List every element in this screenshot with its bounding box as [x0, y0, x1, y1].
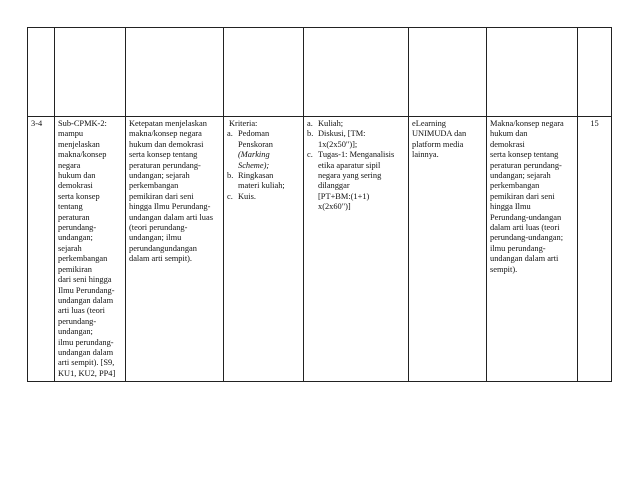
indikator-line: undangan dalam arti luas: [129, 212, 213, 222]
bentuk-item-line: [307, 171, 405, 181]
indikator-line: undangan; sejarah: [129, 171, 190, 181]
subcpmk-line: serta konsep: [58, 191, 100, 201]
bentuk-item-line: [307, 140, 405, 150]
subcpmk-line: undangan;: [58, 327, 93, 337]
subcpmk-line: negara: [58, 160, 81, 170]
week-cell: 3-4: [28, 117, 55, 382]
empty-cell: [126, 28, 224, 117]
kriteria-item-text: Ringkasan: [238, 171, 274, 181]
rps-table: [27, 27, 612, 382]
kriteria-item-line: [227, 192, 300, 202]
subcpmk-line: sejarah: [58, 243, 82, 253]
subcpmk-line: perkembangan: [58, 254, 108, 264]
subcpmk-line: makna/konsep: [58, 150, 107, 160]
empty-cell: [224, 28, 304, 117]
bentuk-item-text: Tugas-1: Menganalisis: [318, 150, 395, 160]
bentuk-item-line: [307, 150, 405, 160]
media-line: eLearning: [412, 119, 446, 128]
indikator-line: hukum dan demokrasi: [129, 139, 204, 149]
materi-line: hingga Ilmu: [490, 202, 531, 212]
materi-line: dalam arti luas (teori: [490, 223, 560, 233]
materi-line: undangan; sejarah: [490, 171, 551, 181]
kriteria-item-line: [227, 181, 300, 191]
table-row: [28, 117, 612, 382]
subcpmk-line: perundang-: [58, 223, 97, 233]
bentuk-item-text: x(2x60")]: [318, 202, 351, 212]
bentuk-item-text: etika aparatur sipil: [318, 160, 381, 170]
materi-line: sempit).: [490, 264, 518, 274]
bentuk-item-text: Diskusi, [TM:: [318, 129, 366, 139]
media-cell: [409, 117, 487, 382]
indikator-line: perkembangan: [129, 181, 179, 191]
indikator-line: makna/konsep negara: [129, 129, 202, 139]
subcpmk-line: dari seni hingga: [58, 275, 112, 285]
kriteria-item-text: Scheme);: [238, 160, 270, 170]
subcpmk-line: peraturan: [58, 212, 90, 222]
indikator-line: dalam arti sempit).: [129, 254, 193, 264]
empty-cell: [487, 28, 578, 117]
materi-line: hukum dan: [490, 129, 528, 139]
subcpmk-line: ilmu perundang-: [58, 337, 114, 347]
bentuk-item-text: [PT+BM:(1+1): [318, 191, 370, 201]
subcpmk-line: Ilmu Perundang-: [58, 285, 115, 295]
kriteria-heading: Kriteria:: [229, 119, 258, 128]
subcpmk-line: pemikiran: [58, 264, 92, 274]
empty-cell: [55, 28, 126, 117]
materi-line: demokrasi: [490, 139, 525, 149]
materi-line: ilmu perundang-: [490, 243, 546, 253]
kriteria-item-text: Penskoran: [238, 139, 273, 149]
indikator-line: perundangundangan: [129, 243, 197, 253]
materi-line: perkembangan: [490, 181, 540, 191]
indikator-line: serta konsep tentang: [129, 150, 198, 160]
materi-line: Perundang-undangan: [490, 212, 562, 222]
subcpmk-line: mampu: [58, 129, 84, 139]
subcpmk-line: undangan;: [58, 233, 93, 243]
indikator-line: peraturan perundang-: [129, 160, 201, 170]
media-line: lainnya.: [412, 150, 439, 160]
media-line: platform media: [412, 139, 464, 149]
empty-cell: [28, 28, 55, 117]
empty-cell: [304, 28, 409, 117]
materi-line: perundang-undangan;: [490, 233, 564, 243]
kriteria-item-text: Pedoman: [238, 129, 270, 139]
media-line: UNIMUDA dan: [412, 129, 467, 139]
bentuk-item-line: [307, 119, 405, 129]
indikator-line: pemikiran dari seni: [129, 191, 194, 201]
kriteria-item-line: [227, 171, 300, 181]
materi-line: serta konsep tentang: [490, 150, 559, 160]
materi-line: Makna/konsep negara: [490, 119, 564, 128]
bentuk-item-text: negara yang sering: [318, 171, 382, 181]
kriteria-item-text: Kuis.: [238, 191, 256, 201]
materi-line: peraturan perundang-: [490, 160, 562, 170]
indikator-line: undangan; ilmu: [129, 233, 182, 243]
bentuk-item-line: [307, 129, 405, 139]
kriteria-item-marker: c.: [227, 191, 233, 201]
bentuk-item-line: [307, 202, 405, 212]
subcpmk-line: arti sempit). [S9,: [58, 358, 115, 368]
kriteria-item-line: [227, 129, 300, 139]
empty-cell: [578, 28, 612, 117]
subcpmk-cell: [55, 117, 126, 382]
kriteria-item-marker: a.: [227, 129, 233, 139]
materi-line: pemikiran dari seni: [490, 191, 555, 201]
subcpmk-line: Sub-CPMK-2:: [58, 119, 107, 128]
kriteria-item-line: [227, 161, 300, 171]
subcpmk-line: perundang-: [58, 316, 97, 326]
subcpmk-line: KU1, KU2, PP4]: [58, 368, 116, 378]
subcpmk-line: hukum dan: [58, 171, 96, 181]
subcpmk-line: tentang: [58, 202, 83, 212]
empty-table-row: [28, 28, 612, 117]
bentuk-item-text: dilanggar: [318, 181, 350, 191]
kriteria-item-line: [227, 150, 300, 160]
bobot-cell: 15: [578, 117, 612, 382]
kriteria-item-line: [227, 140, 300, 150]
empty-cell: [409, 28, 487, 117]
kriteria-item-text: (Marking: [238, 150, 270, 160]
subcpmk-line: undangan dalam: [58, 347, 114, 357]
indikator-line: (teori perundang-: [129, 223, 188, 233]
bentuk-item-marker: c.: [307, 150, 313, 160]
bentuk-item-marker: b.: [307, 129, 314, 139]
bentuk-item-line: [307, 161, 405, 171]
materi-line: undangan dalam arti: [490, 254, 559, 264]
bentuk-item-line: [307, 192, 405, 202]
bentuk-item-text: 1x(2x50")];: [318, 139, 358, 149]
subcpmk-line: arti luas (teori: [58, 306, 105, 316]
subcpmk-line: demokrasi: [58, 181, 93, 191]
bentuk-item-line: [307, 181, 405, 191]
kriteria-item-text: materi kuliah;: [238, 181, 285, 191]
subcpmk-line: menjelaskan: [58, 139, 100, 149]
materi-cell: [487, 117, 578, 382]
kriteria-cell: [224, 117, 304, 382]
bentuk-pembelajaran-cell: [304, 117, 409, 382]
kriteria-item-marker: b.: [227, 171, 234, 181]
indikator-line: Ketepatan menjelaskan: [129, 119, 207, 128]
bentuk-item-marker: a.: [307, 119, 313, 128]
indikator-line: hingga Ilmu Perundang-: [129, 202, 211, 212]
subcpmk-line: undangan dalam: [58, 295, 114, 305]
indikator-cell: [126, 117, 224, 382]
bentuk-item-text: Kuliah;: [318, 119, 344, 128]
